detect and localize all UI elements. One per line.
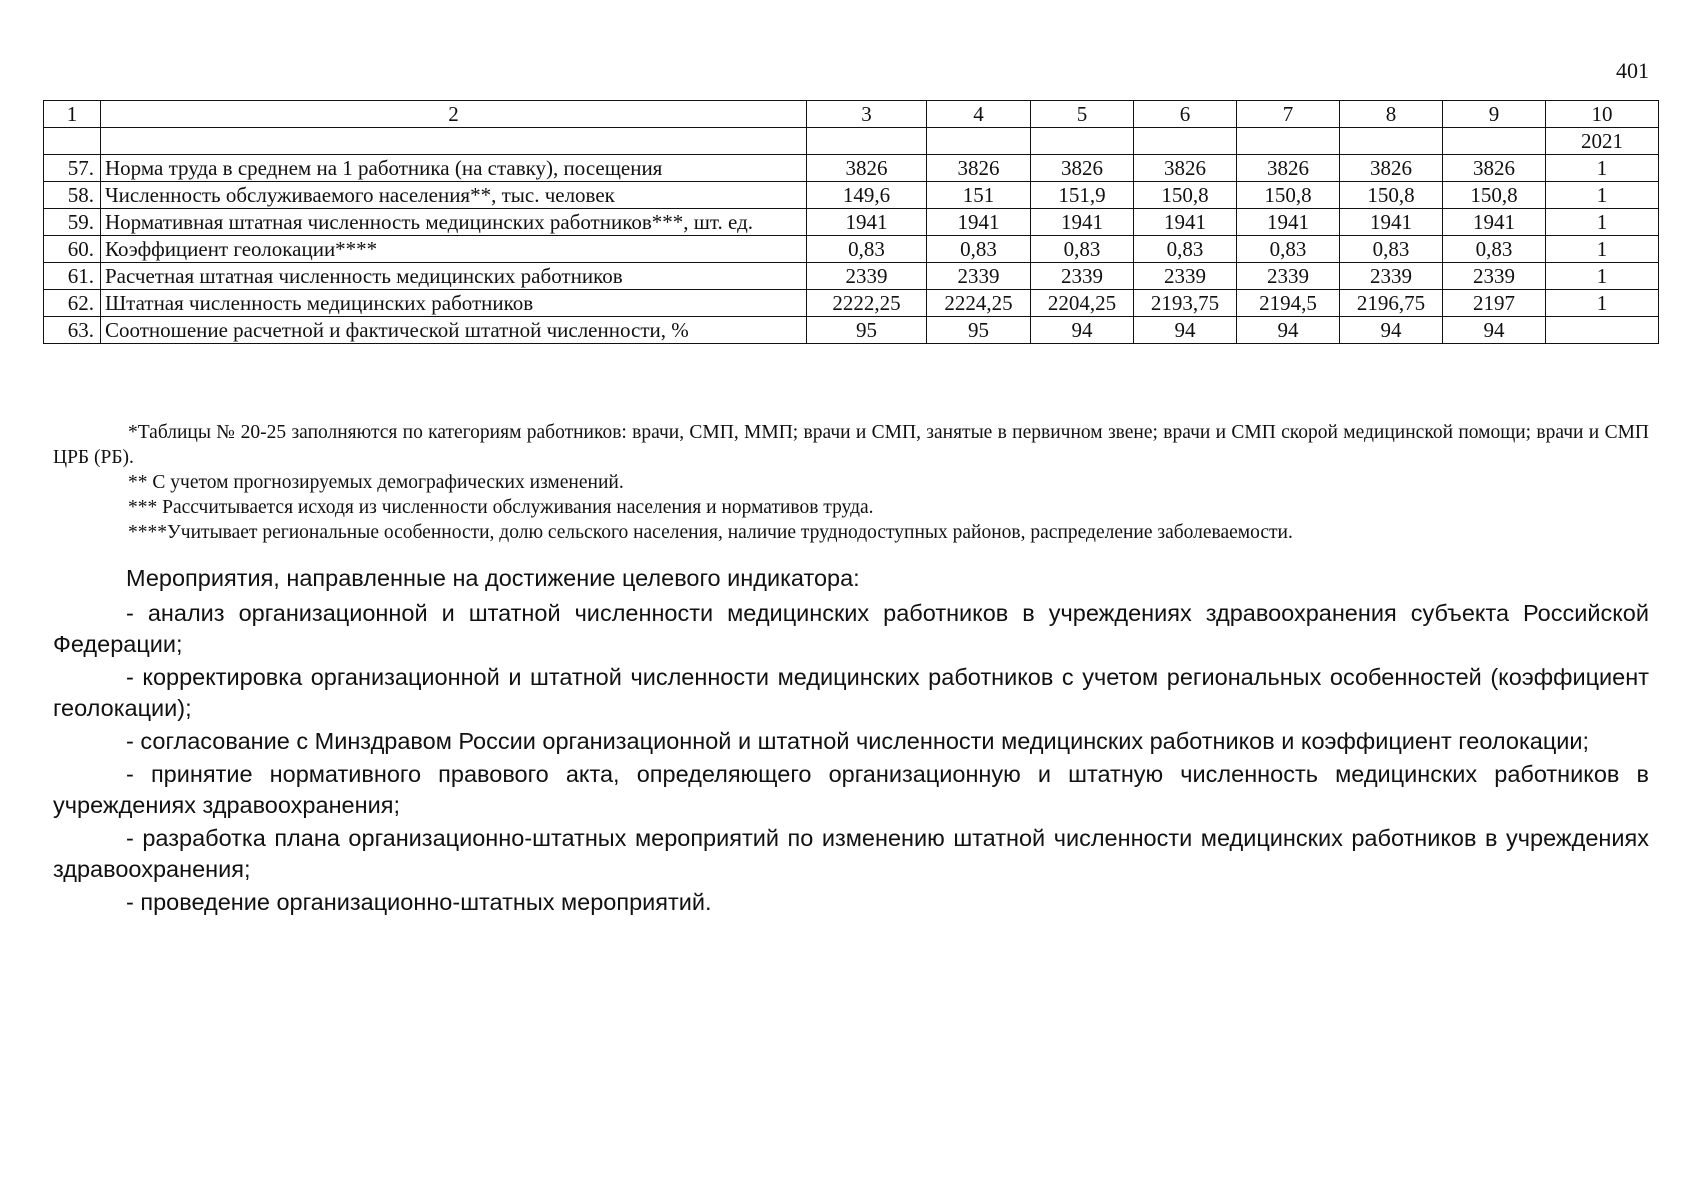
table-row <box>44 263 1659 290</box>
indicator-name-cell: Норма труда в среднем на 1 работника (на ставку), посещения <box>101 155 807 182</box>
value-cell <box>1340 128 1443 155</box>
value-cell: 3826 <box>807 155 927 182</box>
value-cell: 1941 <box>1443 209 1546 236</box>
value-cell: 151 <box>927 182 1031 209</box>
row-index-cell: 63. <box>44 317 101 344</box>
footnote: *Таблицы № 20-25 заполняются по категориям работников: врачи, СМП, ММП; врачи и СМП, занятые в первичном звене; врачи и СМП скорой медицинской помощи; врачи и СМП ЦРБ (РБ). <box>53 422 1649 468</box>
value-cell: 150,8 <box>1340 182 1443 209</box>
table-year-row <box>44 128 1659 155</box>
value-cell: 9 <box>1443 101 1546 128</box>
value-cell: 2339 <box>1134 263 1237 290</box>
measure-item: - принятие нормативного правового акта, определяющего организационную и штатную численность медицинских работников в учреждениях здравоохранения; <box>53 761 1649 818</box>
indicator-name-cell: Коэффициент геолокации**** <box>101 236 807 263</box>
value-cell: 2339 <box>1443 263 1546 290</box>
value-cell: 94 <box>1031 317 1134 344</box>
value-cell: 1941 <box>1237 209 1340 236</box>
value-cell: 0,83 <box>807 236 927 263</box>
value-cell: 1 <box>1546 155 1659 182</box>
value-cell: 2196,75 <box>1340 290 1443 317</box>
footnote: ** С учетом прогнозируемых демографических изменений. <box>128 472 624 493</box>
indicator-name-cell: Соотношение расчетной и фактической штатной численности, % <box>101 317 807 344</box>
value-cell: 149,6 <box>807 182 927 209</box>
measure-item: - анализ организационной и штатной численности медицинских работников в учреждениях здравоохранения субъекта Российской Федерации; <box>53 600 1649 657</box>
value-cell: 10 <box>1546 101 1659 128</box>
row-index-cell <box>44 128 101 155</box>
value-cell: 94 <box>1134 317 1237 344</box>
value-cell: 3826 <box>1031 155 1134 182</box>
value-cell: 1941 <box>1031 209 1134 236</box>
indicator-name-cell: Расчетная штатная численность медицинских работников <box>101 263 807 290</box>
row-index-cell: 1 <box>44 101 101 128</box>
value-cell: 95 <box>927 317 1031 344</box>
indicator-name-cell: Численность обслуживаемого населения**, тыс. человек <box>101 182 807 209</box>
value-cell: 1941 <box>927 209 1031 236</box>
value-cell: 2339 <box>1340 263 1443 290</box>
value-cell: 2339 <box>807 263 927 290</box>
value-cell: 0,83 <box>1031 236 1134 263</box>
value-cell: 1941 <box>1134 209 1237 236</box>
value-cell: 94 <box>1237 317 1340 344</box>
value-cell: 94 <box>1443 317 1546 344</box>
row-index-cell: 57. <box>44 155 101 182</box>
footnote: ****Учитывает региональные особенности, долю сельского населения, наличие труднодоступных районов, распределение заболеваемости. <box>128 522 1293 543</box>
page-number: 401 <box>1616 58 1649 83</box>
value-cell <box>1031 128 1134 155</box>
value-cell <box>1134 128 1237 155</box>
value-cell: 0,83 <box>1340 236 1443 263</box>
row-index-cell: 62. <box>44 290 101 317</box>
value-cell: 1941 <box>1340 209 1443 236</box>
value-cell: 3826 <box>927 155 1031 182</box>
row-index-cell: 58. <box>44 182 101 209</box>
value-cell: 94 <box>1340 317 1443 344</box>
table-row <box>44 182 1659 209</box>
value-cell: 2339 <box>1237 263 1340 290</box>
table-body <box>44 101 1659 344</box>
value-cell: 2204,25 <box>1031 290 1134 317</box>
value-cell: 1 <box>1546 209 1659 236</box>
table-row <box>44 209 1659 236</box>
indicator-name-cell: Нормативная штатная численность медицинских работников***, шт. ед. <box>101 209 807 236</box>
value-cell: 1 <box>1546 290 1659 317</box>
row-index-cell: 60. <box>44 236 101 263</box>
value-cell: 3 <box>807 101 927 128</box>
indicator-table <box>43 100 1659 344</box>
table-row <box>44 317 1659 344</box>
measures-heading: Мероприятия, направленные на достижение целевого индикатора: <box>126 565 860 591</box>
measures-section <box>53 563 1649 920</box>
value-cell: 2194,5 <box>1237 290 1340 317</box>
value-cell: 0,83 <box>927 236 1031 263</box>
value-cell <box>927 128 1031 155</box>
value-cell: 0,83 <box>1443 236 1546 263</box>
value-cell: 1 <box>1546 236 1659 263</box>
indicator-name-cell: 2 <box>101 101 807 128</box>
value-cell: 7 <box>1237 101 1340 128</box>
value-cell <box>1237 128 1340 155</box>
value-cell: 4 <box>927 101 1031 128</box>
indicator-name-cell: Штатная численность медицинских работников <box>101 290 807 317</box>
table-header-row <box>44 101 1659 128</box>
value-cell: 8 <box>1340 101 1443 128</box>
value-cell: 2224,25 <box>927 290 1031 317</box>
value-cell: 1 <box>1546 182 1659 209</box>
value-cell: 2197 <box>1443 290 1546 317</box>
measure-item: - разработка плана организационно-штатных мероприятий по изменению штатной численности медицинских работников в учреждениях здравоохранения; <box>53 825 1649 882</box>
value-cell <box>807 128 927 155</box>
value-cell <box>1443 128 1546 155</box>
value-cell: 95 <box>807 317 927 344</box>
footnote: *** Рассчитывается исходя из численности обслуживания населения и нормативов труда. <box>128 497 874 518</box>
value-cell: 0,83 <box>1237 236 1340 263</box>
value-cell: 0,83 <box>1134 236 1237 263</box>
table-row <box>44 155 1659 182</box>
value-cell: 2339 <box>927 263 1031 290</box>
measure-item: - согласование с Минздравом России организационной и штатной численности медицинских работников и коэффициент геолокации; <box>126 728 1590 754</box>
value-cell: 150,8 <box>1443 182 1546 209</box>
value-cell: 2222,25 <box>807 290 927 317</box>
row-index-cell: 59. <box>44 209 101 236</box>
indicator-name-cell <box>101 128 807 155</box>
value-cell: 3826 <box>1340 155 1443 182</box>
value-cell: 150,8 <box>1237 182 1340 209</box>
measure-item: - проведение организационно-штатных мероприятий. <box>126 889 712 915</box>
table-row <box>44 236 1659 263</box>
value-cell: 2193,75 <box>1134 290 1237 317</box>
value-cell: 1941 <box>807 209 927 236</box>
value-cell: 5 <box>1031 101 1134 128</box>
footnotes <box>53 420 1649 545</box>
value-cell <box>1546 317 1659 344</box>
value-cell: 6 <box>1134 101 1237 128</box>
value-cell: 151,9 <box>1031 182 1134 209</box>
value-cell: 2021 <box>1546 128 1659 155</box>
value-cell: 3826 <box>1443 155 1546 182</box>
value-cell: 150,8 <box>1134 182 1237 209</box>
value-cell: 3826 <box>1134 155 1237 182</box>
table-row <box>44 290 1659 317</box>
value-cell: 1 <box>1546 263 1659 290</box>
row-index-cell: 61. <box>44 263 101 290</box>
value-cell: 2339 <box>1031 263 1134 290</box>
value-cell: 3826 <box>1237 155 1340 182</box>
measure-item: - корректировка организационной и штатной численности медицинских работников с учетом региональных особенностей (коэффициент геолокации); <box>53 664 1649 721</box>
